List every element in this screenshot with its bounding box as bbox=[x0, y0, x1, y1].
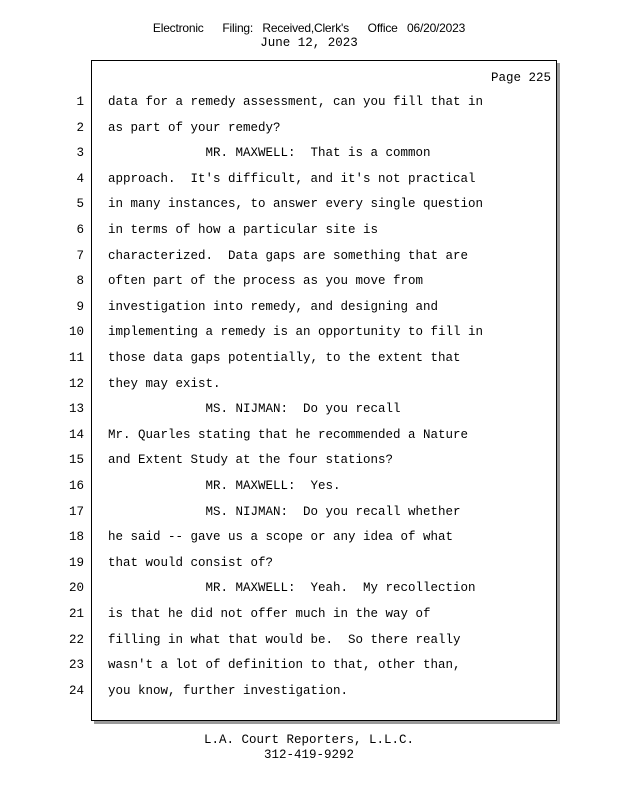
line-text: they may exist. bbox=[108, 376, 221, 391]
line-number: 5 bbox=[76, 197, 84, 212]
line-text: and Extent Study at the four stations? bbox=[108, 453, 394, 468]
transcript-line bbox=[0, 448, 618, 474]
transcript-line bbox=[0, 602, 618, 628]
line-number: 16 bbox=[68, 479, 84, 493]
line-text: data for a remedy assessment, can you fill that in bbox=[108, 95, 484, 109]
filing-stamp: Electronic Filing: Received,Clerk's Office 06/20/2023 bbox=[152, 21, 466, 35]
line-text: MS. NIJMAN: Do you recall whether bbox=[108, 504, 461, 519]
transcript-line bbox=[0, 269, 618, 295]
transcript-line bbox=[0, 628, 618, 654]
line-text: that would consist of? bbox=[108, 555, 274, 570]
line-text: MR. MAXWELL: Yes. bbox=[108, 479, 341, 493]
transcript-line bbox=[0, 218, 618, 244]
transcript-line bbox=[0, 679, 618, 705]
line-number: 18 bbox=[68, 530, 84, 545]
transcript-line bbox=[0, 576, 618, 602]
line-number: 22 bbox=[68, 632, 84, 647]
line-number: 9 bbox=[76, 299, 84, 314]
line-number: 10 bbox=[68, 325, 84, 340]
line-number: 1 bbox=[76, 95, 84, 109]
line-number: 11 bbox=[68, 351, 84, 365]
transcript-line bbox=[0, 525, 618, 551]
transcript-line bbox=[0, 295, 618, 321]
line-text: as part of your remedy? bbox=[108, 120, 281, 135]
line-number: 2 bbox=[76, 120, 84, 135]
line-number: 23 bbox=[68, 658, 84, 673]
line-text: MS. NIJMAN: Do you recall bbox=[108, 402, 401, 417]
transcript-line bbox=[0, 167, 618, 193]
line-number: 19 bbox=[68, 555, 84, 570]
transcript-line bbox=[0, 244, 618, 270]
line-number: 15 bbox=[68, 453, 84, 468]
reporter-name: L.A. Court Reporters, L.L.C. bbox=[203, 733, 415, 747]
transcript-line bbox=[0, 653, 618, 679]
line-number: 4 bbox=[76, 171, 84, 186]
line-number: 13 bbox=[68, 402, 84, 417]
transcript-line bbox=[0, 90, 618, 116]
line-text: approach. It's difficult, and it's not practical bbox=[108, 171, 476, 186]
line-text: he said -- gave us a scope or any idea of what bbox=[108, 530, 454, 545]
transcript-line bbox=[0, 192, 618, 218]
reporter-phone: 312-419-9292 bbox=[263, 748, 354, 762]
transcript-line bbox=[0, 423, 618, 449]
line-text: Mr. Quarles stating that he recommended a Nature bbox=[108, 427, 469, 442]
line-text: often part of the process as you move from bbox=[108, 274, 424, 289]
transcript-line bbox=[0, 346, 618, 372]
line-text: you know, further investigation. bbox=[108, 683, 349, 698]
line-text: those data gaps potentially, to the extent that bbox=[108, 351, 461, 365]
line-number: 20 bbox=[68, 581, 84, 596]
transcript-line bbox=[0, 320, 618, 346]
transcript-line bbox=[0, 500, 618, 526]
transcript-line bbox=[0, 141, 618, 167]
line-number: 24 bbox=[68, 683, 84, 698]
line-number: 3 bbox=[76, 146, 84, 161]
line-text: implementing a remedy is an opportunity to fill in bbox=[108, 325, 484, 340]
line-text: MR. MAXWELL: That is a common bbox=[108, 146, 431, 161]
line-text: investigation into remedy, and designing and bbox=[108, 299, 439, 314]
line-number: 6 bbox=[76, 223, 84, 237]
transcript-line bbox=[0, 397, 618, 423]
page-number: Page 225 bbox=[490, 71, 551, 85]
transcript-line bbox=[0, 551, 618, 577]
line-number: 12 bbox=[68, 376, 84, 391]
line-text: wasn't a lot of definition to that, other than, bbox=[108, 658, 461, 673]
line-number: 21 bbox=[68, 607, 84, 621]
line-text: characterized. Data gaps are something that are bbox=[108, 248, 469, 263]
transcript-line bbox=[0, 116, 618, 142]
hearing-date: June 12, 2023 bbox=[260, 36, 358, 50]
line-number: 14 bbox=[68, 427, 84, 442]
line-number: 7 bbox=[76, 248, 84, 263]
line-text: is that he did not offer much in the way of bbox=[108, 607, 431, 621]
line-text: in terms of how a particular site is bbox=[108, 223, 379, 237]
line-number: 17 bbox=[68, 504, 84, 519]
line-text: MR. MAXWELL: Yeah. My recollection bbox=[108, 581, 476, 596]
line-text: in many instances, to answer every single question bbox=[108, 197, 484, 212]
transcript-line bbox=[0, 372, 618, 398]
line-number: 8 bbox=[76, 274, 84, 289]
transcript-line bbox=[0, 474, 618, 500]
reporter-footer bbox=[0, 733, 618, 763]
line-text: filling in what that would be. So there really bbox=[108, 632, 461, 647]
